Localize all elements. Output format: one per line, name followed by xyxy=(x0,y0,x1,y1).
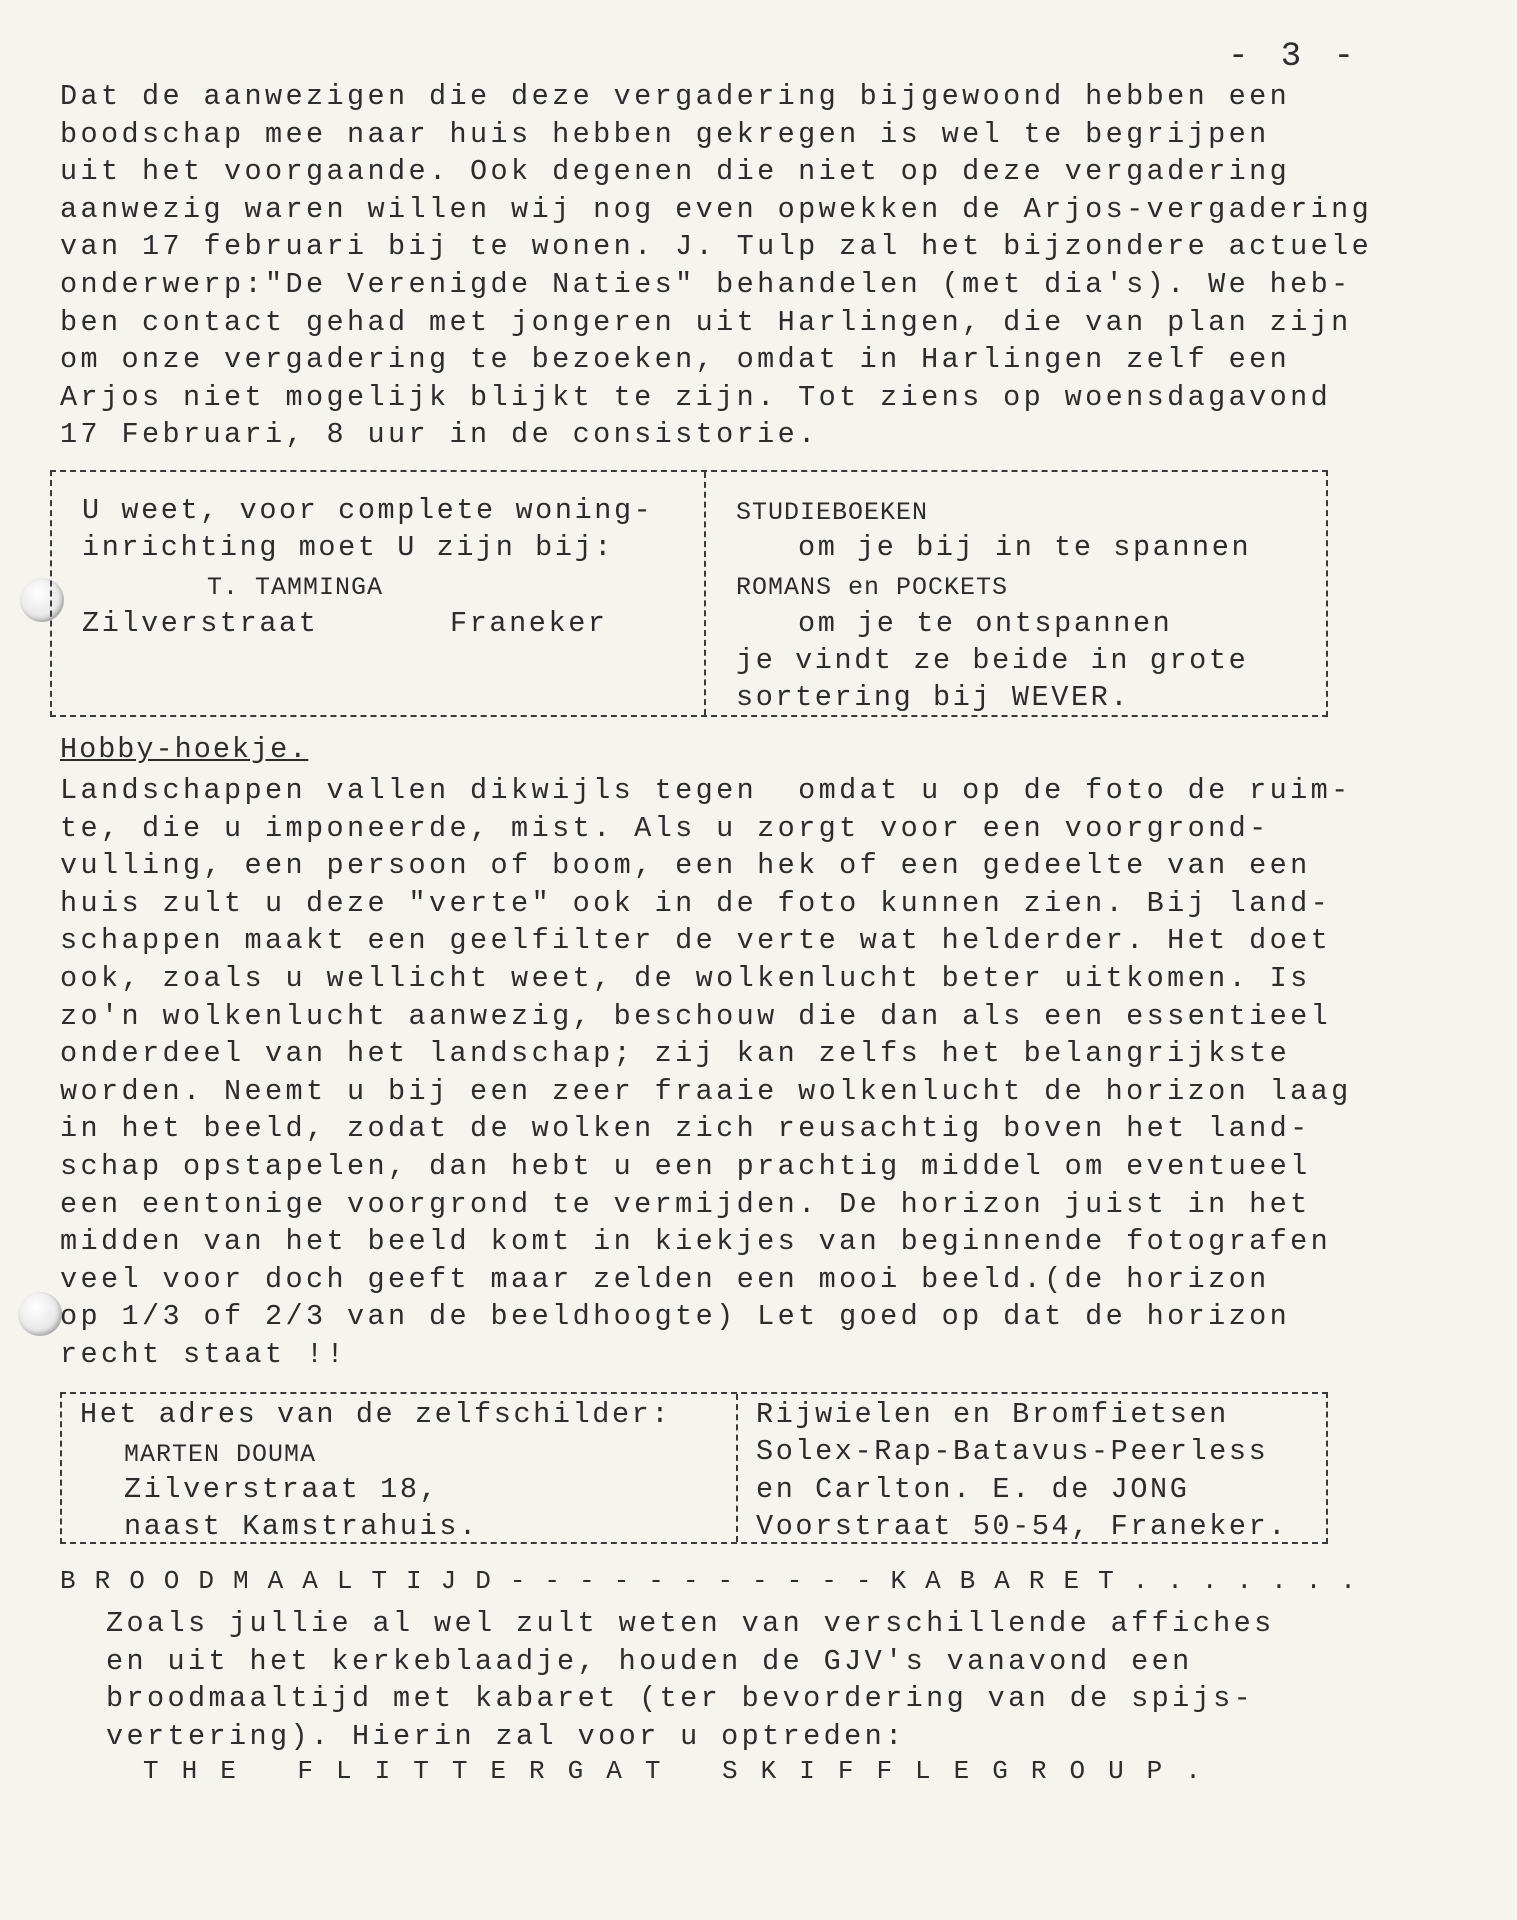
text-line: een eentonige voorgrond te vermijden. De horizon juist in het xyxy=(60,1187,1311,1221)
text-line: huis zult u deze "verte" ook in de foto kunnen zien. Bij land- xyxy=(60,886,1332,920)
text-line: om onze vergadering te bezoeken, omdat in Harlingen zelf een xyxy=(60,343,1291,377)
text-line: Zoals jullie al wel zult weten van verschillende affiches xyxy=(106,1607,1275,1640)
text-line: onderwerp:"De Verenigde Naties" behandelen (met dia's). We heb- xyxy=(60,268,1352,301)
text-line: schap opstapelen, dan hebt u een prachtig middel om eventueel xyxy=(60,1150,1311,1183)
text-line: zo'n wolkenlucht aanwezig, beschouw die dan als een essentieel xyxy=(60,999,1332,1033)
text-line: onderdeel van het landschap; zij kan zelfs het belangrijkste xyxy=(60,1037,1291,1071)
band-name: THE FLITTERGAT SKIFFLEGROUP. xyxy=(143,1756,1224,1786)
text-line: Landschappen vallen dikwijls tegen omdat u op de foto de ruim- xyxy=(60,774,1352,807)
ad-wever-line4: om je te ontspannen xyxy=(798,607,1173,640)
text-line: vulling, een persoon of boom, een hek of een gedeelte van een xyxy=(60,849,1311,883)
ad-dejong-line2: Solex-Rap-Batavus-Peerless xyxy=(756,1435,1269,1468)
ad-dejong-line3: en Carlton. E. de JONG xyxy=(756,1473,1190,1506)
text-line: op 1/3 of 2/3 van de beeldhoogte) Let goed op dat de horizon xyxy=(60,1300,1291,1334)
text-line: in het beeld, zodat de wolken zich reusachtig boven het land- xyxy=(60,1112,1311,1146)
ad-douma-note: naast Kamstrahuis. xyxy=(124,1510,479,1543)
advertisement-box-furniture-books xyxy=(50,470,1328,717)
text-line: 17 Februari, 8 uur in de consistorie. xyxy=(60,418,819,452)
text-line: ook, zoals u wellicht weet, de wolkenlucht beter uitkomen. Is xyxy=(60,962,1311,995)
page-number: - 3 - xyxy=(1228,38,1361,76)
text-line: aanwezig waren willen wij nog even opwekken de Arjos-vergadering xyxy=(60,192,1373,226)
text-line: schappen maakt een geelfilter de verte wat helderder. Het doet xyxy=(60,924,1332,958)
ad-tamminga-city: Franeker xyxy=(450,607,608,640)
ad-wever-line2: om je bij in te spannen xyxy=(798,531,1252,564)
ad-tamminga-line2: inrichting moet U zijn bij: xyxy=(82,531,614,564)
ad-dejong-line4: Voorstraat 50-54, Franeker. xyxy=(756,1510,1288,1543)
text-line: Arjos niet mogelijk blijkt te zijn. Tot ziens op woensdagavond xyxy=(60,380,1332,414)
text-line: recht staat !! xyxy=(60,1338,348,1371)
text-line: boodschap mee naar huis hebben gekregen is wel te begrijpen xyxy=(60,117,1270,151)
ad-douma-street: Zilverstraat 18, xyxy=(124,1473,440,1506)
text-line: van 17 februari bij te wonen. J. Tulp zal het bijzondere actuele xyxy=(60,230,1373,264)
broodmaaltijd-heading: BROODMAALTIJD-----------KABARET....... xyxy=(60,1566,1375,1596)
punch-hole-bottom xyxy=(18,1292,62,1336)
text-line: uit het voorgaande. Ook degenen die niet op deze vergadering xyxy=(60,155,1291,189)
ad-wever-line6: sortering bij WEVER. xyxy=(736,681,1131,714)
ad-wever-line3: ROMANS en POCKETS xyxy=(736,573,1009,602)
ad-tamminga-line1: U weet, voor complete woning- xyxy=(82,494,654,527)
ad-dejong-line1: Rijwielen en Bromfietsen xyxy=(756,1398,1229,1431)
text-line: worden. Neemt u bij een zeer fraaie wolkenlucht de horizon laag xyxy=(60,1074,1352,1108)
text-line: midden van het beeld komt in kiekjes van beginnende fotografen xyxy=(60,1225,1332,1259)
box-divider xyxy=(704,472,706,715)
text-line: veel voor doch geeft maar zelden een mooi beeld.(de horizon xyxy=(60,1262,1270,1296)
ad-tamminga-name: T. TAMMINGA xyxy=(207,573,384,602)
advertisement-box-painter-bikes xyxy=(60,1392,1328,1544)
ad-wever-line1: STUDIEBOEKEN xyxy=(736,498,929,527)
text-line: vertering). Hierin zal voor u optreden: xyxy=(106,1719,906,1753)
text-line: Dat de aanwezigen die deze vergadering bijgewoond hebben een xyxy=(60,80,1291,113)
text-line: ben contact gehad met jongeren uit Harlingen, die van plan zijn xyxy=(60,305,1352,339)
text-line: broodmaaltijd met kabaret (ter bevordering van de spijs- xyxy=(106,1682,1255,1716)
text-line: te, die u imponeerde, mist. Als u zorgt voor een voorgrond- xyxy=(60,811,1270,845)
ad-tamminga-street: Zilverstraat xyxy=(82,607,319,640)
ad-douma-line1: Het adres van de zelfschilder: xyxy=(80,1398,672,1431)
hobby-heading: Hobby-hoekje. xyxy=(60,733,309,766)
box-divider xyxy=(736,1394,738,1542)
ad-douma-name: MARTEN DOUMA xyxy=(124,1440,317,1469)
text-line: en uit het kerkeblaadje, houden de GJV's vanavond een xyxy=(106,1644,1193,1678)
ad-wever-line5: je vindt ze beide in grote xyxy=(736,644,1249,677)
